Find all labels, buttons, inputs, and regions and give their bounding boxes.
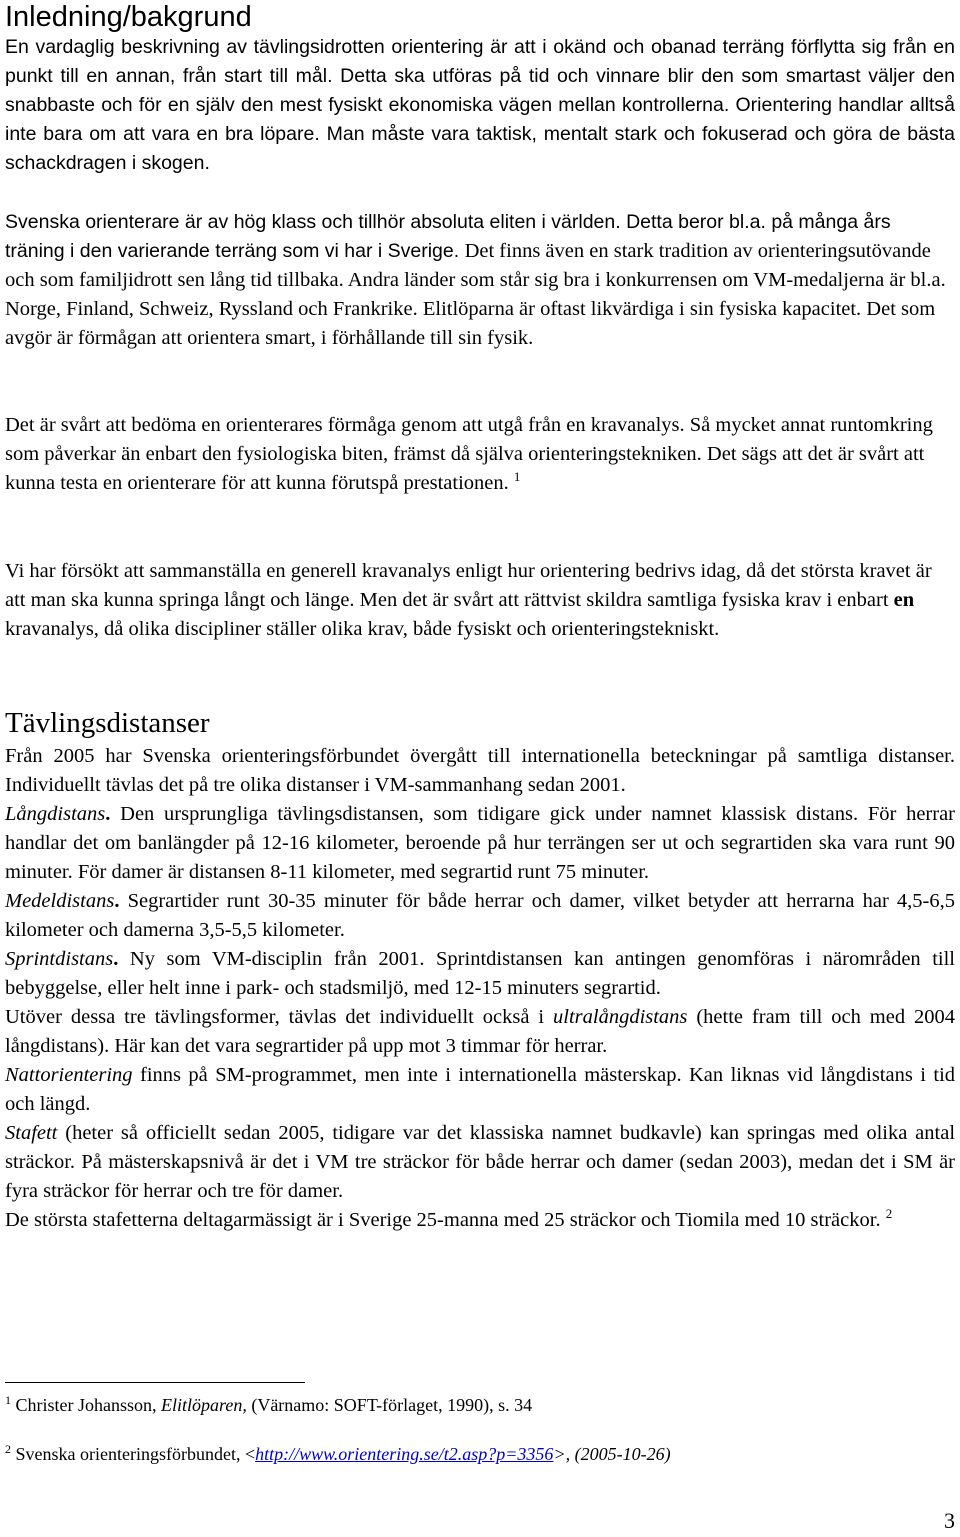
emphasis-en: en [893, 589, 915, 611]
intro-paragraph-1a: En vardaglig beskrivning av tävlingsidrotten orientering är att i okänd och obanad terräng förflytta sig från en punkt till en annan, från start till mål. Detta ska utföras på tid och vinnare blir den som smartast väljer den snabbaste och för en själv den mest fysiskt ekonomiska vägen mellan kontrollerna. [5, 36, 955, 116]
footnote-1-title: Elitlöparen, [161, 1395, 247, 1415]
term-middle: Medeldistans [5, 890, 115, 912]
footnote-2 [5, 1442, 671, 1466]
footnote-1-number: 1 [5, 1393, 11, 1407]
distance-sprint: Sprintdistans. Ny som VM-disciplin från 2001. Sprintdistansen kan antingen genomföras i närområden till bebyggelse, eller helt inne i park- och stadsmiljö, med 12-15 minuters segrartid. [5, 948, 956, 999]
intro-paragraph-4 [5, 557, 955, 644]
term-ultra: ultralångdistans [553, 1006, 688, 1028]
footnote-1-author: Christer Johansson, [15, 1395, 157, 1415]
intro-paragraph-1b: Orientering handlar alltså inte bara om att vara en bra löpare. Man måste vara taktisk, mentalt stark och fokuserad och göra de bästa schackdragen i skogen. [5, 94, 956, 174]
text-relay: (heter så officiellt sedan 2005, tidigare var det klassiska namnet budkavle) kan springas med olika antal sträckor. På mästerskapsnivå är det i VM tre sträckor för både herrar och damer (sedan 2003), medan det i SM är fyra sträckor för herrar och tre för damer. [5, 1122, 956, 1202]
text-ultra-post: (hette fram till och med 2004 långdistans). Här kan det vara segrartider på upp mot 3 timmar för herrar. [5, 1006, 955, 1057]
distance-ultra [5, 1003, 955, 1061]
intro-paragraph-3-text: Det är svårt att bedöma en orienterares förmåga genom att utgå från en kravanalys. Så mycket annat runtomkring som påverkar än enbart den fysiologiska biten, främst då själva orienteringstekniken. Det sägs att det är svårt att kunna testa en orienterare för att kunna förutspå prestationen. [5, 414, 933, 494]
intro-paragraph-1 [5, 33, 955, 178]
intro-paragraph-2a: Svenska orienterare är av hög klass och tillhör absoluta eliten i världen. Detta beror bl.a. på många års träning i den varierande terräng som vi har i Sverige. [5, 211, 891, 262]
footnote-1-publisher: (Värnamo: SOFT-förlaget, 1990), s. 34 [251, 1395, 533, 1415]
text-largest-relays: De största stafetterna deltagarmässigt är i Sverige 25-manna med 25 sträckor och Tiomila med 10 sträckor. [5, 1209, 881, 1231]
term-sprint: Sprintdistans [5, 948, 114, 970]
footnote-2-source: Svenska orienteringsförbundet, < [15, 1444, 256, 1464]
text-sprint: Ny som VM-disciplin från 2001. Sprintdistansen kan antingen genomföras i närområden till bebyggelse, eller helt inne i park- och stadsmiljö, med 12-15 minuters segrartid. [5, 948, 956, 999]
intro-paragraph-4b: kravanalys, då olika discipliner ställer olika krav, både fysiskt och orienteringstekniskt. [5, 618, 720, 640]
footnote-ref-2[interactable]: 2 [885, 1206, 893, 1221]
distance-long: Långdistans. Den ursprungliga tävlingsdistansen, som tidigare gick under namnet klassisk distans. För herrar handlar det om banlängder på 12-16 kilometer, beroende på hur terrängen ser ut och segrartiden ska vara runt 90 minuter. För damer är distansen 8-11 kilometer, med segrartid runt 75 minuter. [5, 803, 956, 883]
footnote-1 [5, 1393, 532, 1417]
intro-paragraph-2b: Det finns även en stark tradition av orienteringsutövande och som familjidrott sen lång tid tillbaka. Andra länder som står sig bra i konkurrensen om VM-medaljerna är bl.a. Norge, Finland, Schweiz, Ryssland och Frankrike. Elitlöparna är oftast likvärdiga i sin fysiska kapacitet. Det som avgör är förmågan att orientera smart, i förhållande till sin fysik. [5, 240, 946, 349]
footnote-divider [5, 1382, 305, 1383]
footnote-2-date: >, (2005-10-26) [553, 1444, 671, 1464]
page-number: 3 [944, 1508, 955, 1533]
distance-relay-largest [5, 1206, 955, 1235]
text-night: finns på SM-programmet, men inte i internationella mästerskap. Kan liknas vid långdistans i tid och längd. [5, 1064, 956, 1115]
footnote-ref-1[interactable]: 1 [513, 469, 521, 484]
footnote-2-number: 2 [5, 1442, 11, 1456]
text-middle: Segrartider runt 30-35 minuter för både herrar och damer, vilket betyder att herrarna har 4,5-6,5 kilometer och damerna 3,5-5,5 kilometer. [5, 890, 955, 941]
text-ultra-pre: Utöver dessa tre tävlingsformer, tävlas det individuellt också i [5, 1006, 545, 1028]
section-heading-intro: Inledning/bakgrund [5, 1, 252, 33]
distance-relay [5, 1119, 955, 1206]
text-long: Den ursprungliga tävlingsdistansen, som tidigare gick under namnet klassisk distans. För herrar handlar det om banlängder på 12-16 kilometer, beroende på hur terrängen ser ut och segrartiden ska vara runt 90 minuter. För damer är distansen 8-11 kilometer, med segrartid runt 75 minuter. [5, 803, 956, 883]
distance-middle: Medeldistans. Segrartider runt 30-35 minuter för både herrar och damer, vilket betyder att herrarna har 4,5-6,5 kilometer och damerna 3,5-5,5 kilometer. [5, 890, 955, 941]
distances-body [5, 742, 955, 1235]
intro-paragraph-4a: Vi har försökt att sammanställa en generell kravanalys enligt hur orientering bedrivs idag, då det största kravet är att man ska kunna springa långt och länge. Men det är svårt att rättvist skildra samtliga fysiska krav i enbart [5, 560, 932, 611]
term-relay: Stafett [5, 1122, 58, 1144]
term-long: Långdistans [5, 803, 106, 825]
distance-night [5, 1061, 955, 1119]
term-night: Nattorientering [5, 1064, 133, 1086]
distances-intro: Från 2005 har Svenska orienteringsförbundet övergått till internationella beteckningar på samtliga distanser. Individuellt tävlas det på tre olika distanser i VM-sammanhang sedan 2001. [5, 745, 955, 796]
intro-paragraph-2 [5, 208, 955, 353]
intro-paragraph-3 [5, 411, 955, 498]
footnote-2-link[interactable]: http://www.orientering.se/t2.asp?p=3356 [255, 1444, 554, 1464]
section-heading-distances: Tävlingsdistanser [5, 707, 210, 739]
